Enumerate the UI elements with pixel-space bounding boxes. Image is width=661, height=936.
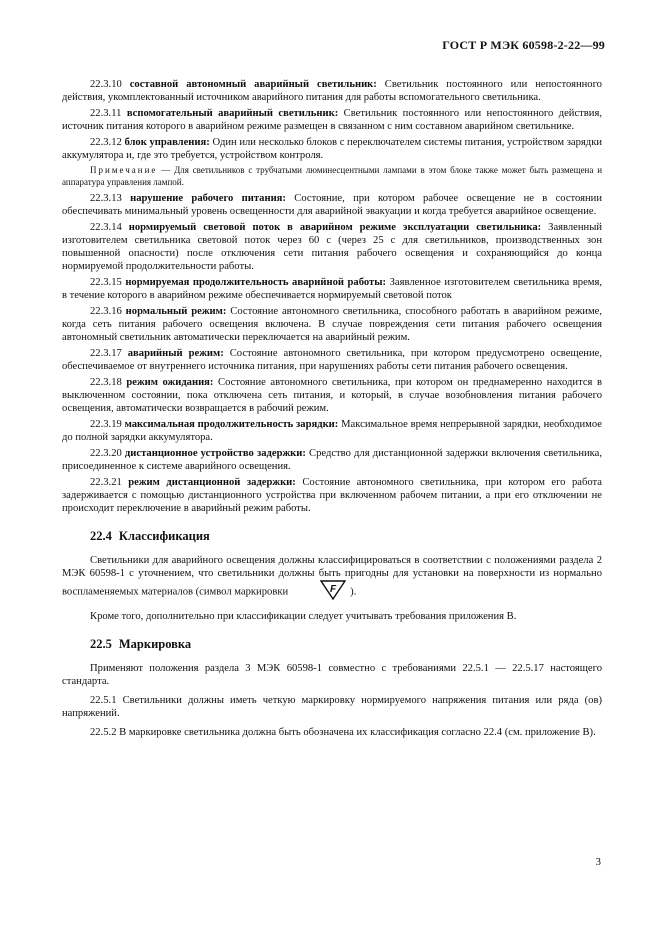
definition-number: 22.3.15 (90, 277, 122, 288)
definition-term: нарушение рабочего питания: (130, 193, 286, 204)
definition-text: Состояние, при котором рабочее освещение не в состоянии обеспечивать минимальный уровень освещенности для аварийной эвакуации и когда требуется аварийное освещение. (62, 193, 603, 217)
section-22-4-p1-end: ). (350, 586, 357, 598)
page-number: 3 (595, 856, 601, 868)
definition-number: 22.3.21 (90, 477, 122, 488)
definitions-list-a (62, 78, 602, 162)
definition-item (62, 221, 602, 273)
definition-text: Светильник постоянного или непостоянного действия, источник питания которого в аварийном режиме размещен в связанном с ним составном аварийном светильнике. (62, 108, 602, 132)
section-22-4-paragraph-1 (62, 554, 602, 604)
definition-item (62, 347, 602, 373)
flammable-surface-symbol-icon (292, 580, 346, 604)
section-22-5-number: 22.5 (90, 637, 112, 651)
definition-number: 22.3.10 (90, 79, 122, 90)
definition-item (62, 107, 602, 133)
section-22-5-paragraph-2: 22.5.1 Светильники должны иметь четкую маркировку нормируемого напряжения питания или ряда (ов) напряжений. (62, 695, 602, 719)
definition-text: Состояние автономного светильника, при котором он преднамеренно находится в выключенном состоянии, пока отключена сеть питания, и который, в случае возобновления питания рабочего освещения, автоматически возвращается в рабочий режим. (62, 377, 602, 414)
section-22-5-title: Маркировка (118, 637, 192, 651)
definition-item (62, 305, 602, 344)
definition-term: нормируемая продолжительность аварийной работы: (125, 277, 387, 288)
section-22-5-paragraph-3: 22.5.2 В маркировке светильника должна быть обозначена их классификация согласно 22.4 (см. приложение В). (90, 727, 596, 738)
note (62, 165, 602, 188)
definition-item (62, 78, 602, 104)
definitions-list-b (62, 192, 602, 515)
definition-number: 22.3.12 (90, 137, 122, 148)
section-22-4-heading (90, 530, 602, 543)
definition-number: 22.3.17 (90, 348, 122, 359)
definition-term: вспомогательный аварийный светильник: (126, 108, 339, 119)
definition-term: блок управления: (124, 137, 210, 148)
section-22-4-title: Классификация (118, 529, 210, 543)
definition-number: 22.3.11 (90, 108, 122, 119)
definition-text: Средство для дистанционной задержки включения светильника, присоединенное к системе аварийного освещения. (62, 448, 603, 472)
definition-number: 22.3.14 (90, 222, 122, 233)
definition-item (62, 447, 602, 473)
document-header: ГОСТ Р МЭК 60598-2-22—99 (442, 38, 605, 52)
definition-text: Состояние автономного светильника, при котором его работа задерживается с помощью дистанционного устройства при включенном рабочем питании, а при его отключении не происходит переключение в аварийный режим работы. (62, 477, 602, 514)
definition-item (62, 376, 602, 415)
definition-term: дистанционное устройство задержки: (124, 448, 306, 459)
definition-text: Максимальное время непрерывной зарядки, необходимое до полной зарядки аккумулятора. (62, 419, 603, 443)
definition-number: 22.3.19 (90, 419, 122, 430)
document-body (62, 78, 602, 745)
definition-term: нормируемый световой поток в аварийном режиме эксплуатации светильника: (128, 222, 542, 233)
definition-item (62, 476, 602, 515)
symbol-letter: F (330, 584, 337, 595)
definition-text: Светильник постоянного или непостоянного действия, укомплектованный источником аварийного питания для работы вспомогательного светильника. (62, 79, 602, 103)
definition-number: 22.3.18 (90, 377, 122, 388)
definition-term: режим ожидания: (126, 377, 214, 388)
definition-text: Один или несколько блоков с переключателем системы питания, устройством зарядки аккумулятора и, где это требуется, устройством контроля. (62, 137, 603, 161)
section-22-4-paragraph-2: Кроме того, дополнительно при классификации следует учитывать требования приложения В. (90, 611, 517, 622)
definition-text: Состояние автономного светильника, способного работать в аварийном режиме, когда сеть питания рабочего освещения включена. В случае повреждения сети питания рабочего освещения автономный светильник автоматически переключается на аварийный режим. (62, 306, 602, 343)
definition-term: нормальный режим: (125, 306, 227, 317)
definition-text: Состояние автономного светильника, при котором предусмотрено освещение, обеспечиваемое от внутреннего источника питания, при нарушениях работы сети питания рабочего освещения. (62, 348, 603, 372)
note-text: — Для светильников с трубчатыми люминесцентными лампами в этом блоке также может быть размещена и аппаратура управления лампой. (62, 165, 603, 187)
definition-term: режим дистанционной задержки: (128, 477, 296, 488)
section-22-4-p1-text: Светильники для аварийного освещения должны классифицироваться в соответствии с положениями раздела 2 МЭК 60598-1 с уточнением, что светильники должны быть пригодны для установки на поверхности из нормально воспламеняемых материалов (символ маркировки (62, 555, 602, 598)
section-22-5-paragraph-1: Применяют положения раздела 3 МЭК 60598-1 совместно с требованиями 22.5.1 — 22.5.17 настоящего стандарта. (62, 663, 602, 687)
definition-item (62, 276, 602, 302)
definition-number: 22.3.13 (90, 193, 122, 204)
definition-term: составной автономный аварийный светильник: (129, 79, 377, 90)
definition-item (62, 192, 602, 218)
definition-number: 22.3.20 (90, 448, 122, 459)
definition-text: Заявленное изготовителем светильника время, в течение которого в аварийном режиме обеспечивается нормируемый световой поток (62, 277, 602, 301)
definition-item (62, 136, 602, 162)
section-22-5-heading (90, 638, 602, 651)
definition-text: Заявленный изготовителем светильника световой поток через 60 с (через 25 с для светильников, производственных зон повышенной опасности) после отключения сети питания рабочего освещения и сохраняющийся до конца нормируемой продолжительности работы. (62, 222, 602, 272)
note-label: Примечание (90, 165, 158, 175)
definition-term: аварийный режим: (127, 348, 224, 359)
definition-item (62, 418, 602, 444)
section-22-4-number: 22.4 (90, 529, 112, 543)
definition-number: 22.3.16 (90, 306, 122, 317)
definition-term: максимальная продолжительность зарядки: (124, 419, 339, 430)
